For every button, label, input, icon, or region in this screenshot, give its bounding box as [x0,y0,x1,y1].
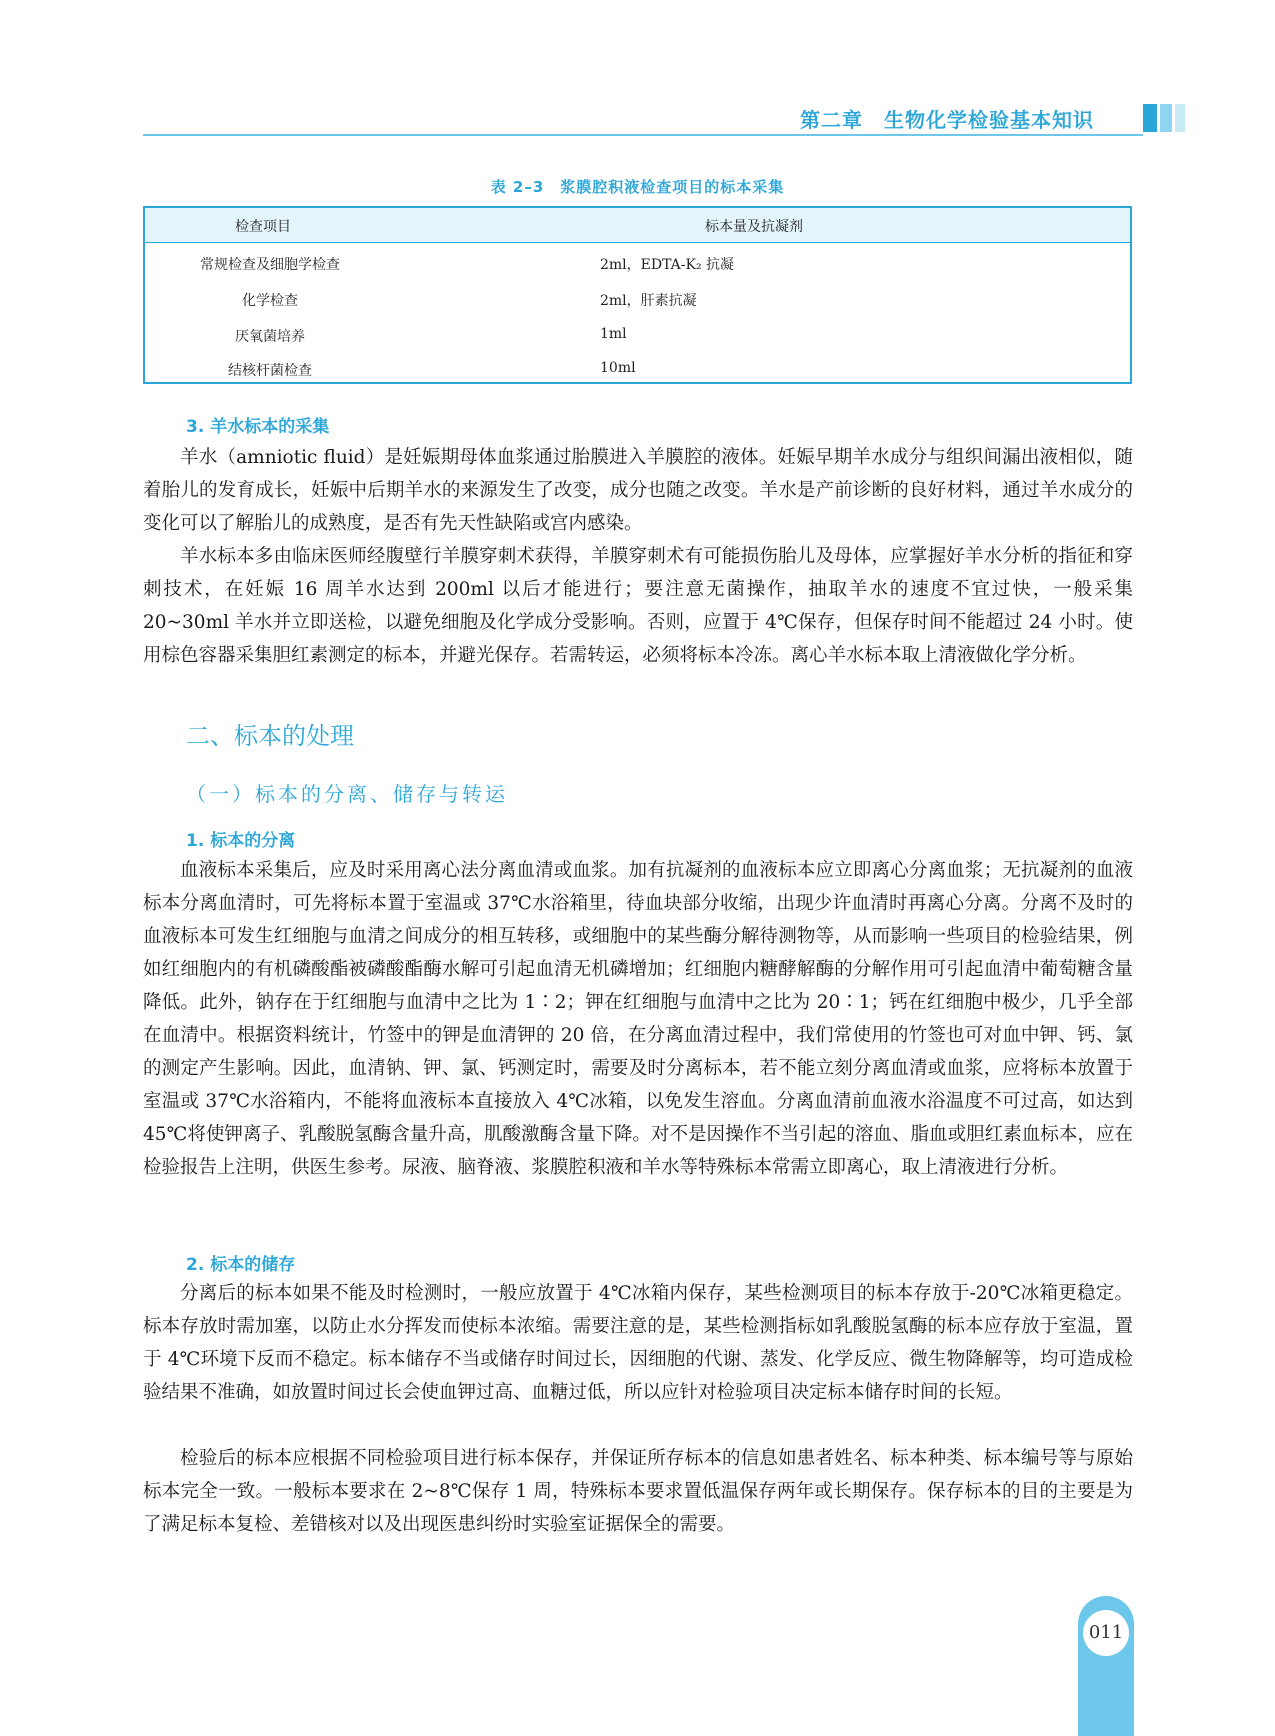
table-column-header: 标本量及抗凝剂 [705,219,803,235]
page-number: 011 [1083,1610,1129,1656]
paragraph: 分离后的标本如果不能及时检测时，一般应放置于 4℃冰箱内保存，某些检测项目的标本存放于-20℃冰箱更稳定。标本存放时需加塞，以防止水分挥发而使标本浓缩。需要注意的是，某些检测指标如乳酸脱氢酶的标本应存放于室温，置于 4℃环境下反而不稳定。标本储存不当或储存时间过长，因细胞的代谢、蒸发、化学反应、微生物降解等，均可造成检验结果不准确，如放置时间过长会使血钾过高、血糖过低，所以应针对检验项目决定标本储存时间的长短。 [143,1283,1133,1403]
section-heading-amniotic: 3. 羊水标本的采集 [186,417,330,437]
section-heading-storage: 2. 标本的储存 [186,1255,296,1275]
paragraph: 血液标本采集后，应及时采用离心法分离血清或血浆。加有抗凝剂的血液标本应立即离心分离血浆；无抗凝剂的血液标本分离血清时，可先将标本置于室温或 37℃水浴箱里，待血块部分收缩，出现少许血清时再离心分离。分离不及时的血液标本可发生红细胞与血清之间成分的相互转移，或细胞中的某些酶分解待测物等，从而影响一些项目的检验结果，例如红细胞内的有机磷酸酯被磷酸酯酶水解可引起血清无机磷增加；红细胞内糖酵解酶的分解作用可引起血清中葡萄糖含量降低。此外，钠存在于红细胞与血清中之比为 1∶2；钾在红细胞与血清中之比为 20∶1；钙在红细胞中极少，几乎全部在血清中。根据资料统计，竹签中的钾是血清钾的 20 倍，在分离血清过程中，我们常使用的竹签也可对血中钾、钙、氯的测定产生影响。因此，血清钠、钾、氯、钙测定时，需要及时分离标本，若不能立刻分离血清或血浆，应将标本放置于室温或 37℃水浴箱内，不能将血液标本直接放入 4℃冰箱，以免发生溶血。分离血清前血液水浴温度不可过高，如达到 45℃将使钾离子、乳酸脱氢酶含量升高，肌酸激酶含量下降。对不是因操作不当引起的溶血、脂血或胆红素血标本，应在检验报告上注明，供医生参考。尿液、脑脊液、浆膜腔积液和羊水等特殊标本常需立即离心，取上清液进行分析。 [143,860,1133,1178]
paragraph: 羊水标本多由临床医师经腹壁行羊膜穿刺术获得，羊膜穿刺术有可能损伤胎儿及母体，应掌握好羊水分析的指征和穿刺技术，在妊娠 16 周羊水达到 200ml 以后才能进行；要注意无菌操作，抽取羊水的速度不宜过快，一般采集 20~30ml 羊水并立即送检，以避免细胞及化学成分受影响。否则，应置于 4℃保存，但保存时间不能超过 24 小时。使用棕色容器采集胆红素测定的标本，并避光保存。若需转运，必须将标本冷冻。离心羊水标本取上清液做化学分析。 [143,546,1133,666]
table-cell-sample: 2ml，肝素抗凝 [600,293,697,309]
table-caption: 表 2–3 浆膜腔积液检查项目的标本采集 [490,178,785,196]
section-heading-separation: 1. 标本的分离 [186,831,296,851]
table-cell-item: 结核杆菌检查 [228,363,312,379]
table-cell-sample: 2ml，EDTA-K₂ 抗凝 [600,257,735,273]
table-cell-sample: 10ml [600,360,636,376]
header-decor-block [1175,104,1185,132]
specimen-table [143,206,1132,384]
table-cell-item: 厌氧菌培养 [235,329,305,345]
paragraph: 检验后的标本应根据不同检验项目进行标本保存，并保证所存标本的信息如患者姓名、标本种类、标本编号等与原始标本完全一致。一般标本要求在 2~8℃保存 1 周，特殊标本要求置低温保存两年或长期保存。保存标本的目的主要是为了满足标本复检、差错核对以及出现医患纠纷时实验室证据保全的需要。 [143,1448,1133,1535]
table-cell-item: 常规检查及细胞学检查 [200,257,340,273]
chapter-section-heading: 二、标本的处理 [186,722,354,750]
header-decor-block [1143,104,1157,132]
subsection-heading: （一）标本的分离、储存与转运 [186,782,508,806]
header-rule [143,134,1143,136]
running-header-title: 第二章 生物化学检验基本知识 [800,108,1094,132]
table-cell-item: 化学检查 [242,293,298,309]
table-cell-sample: 1ml [600,326,627,342]
header-decor-block [1160,104,1172,132]
table-column-header: 检查项目 [235,219,291,235]
table-header-row [145,208,1130,243]
paragraph: 羊水（amniotic fluid）是妊娠期母体血浆通过胎膜进入羊膜腔的液体。妊娠早期羊水成分与组织间漏出液相似，随着胎儿的发育成长，妊娠中后期羊水的来源发生了改变，成分也随之改变。羊水是产前诊断的良好材料，通过羊水成分的变化可以了解胎儿的成熟度，是否有先天性缺陷或宫内感染。 [143,447,1133,534]
